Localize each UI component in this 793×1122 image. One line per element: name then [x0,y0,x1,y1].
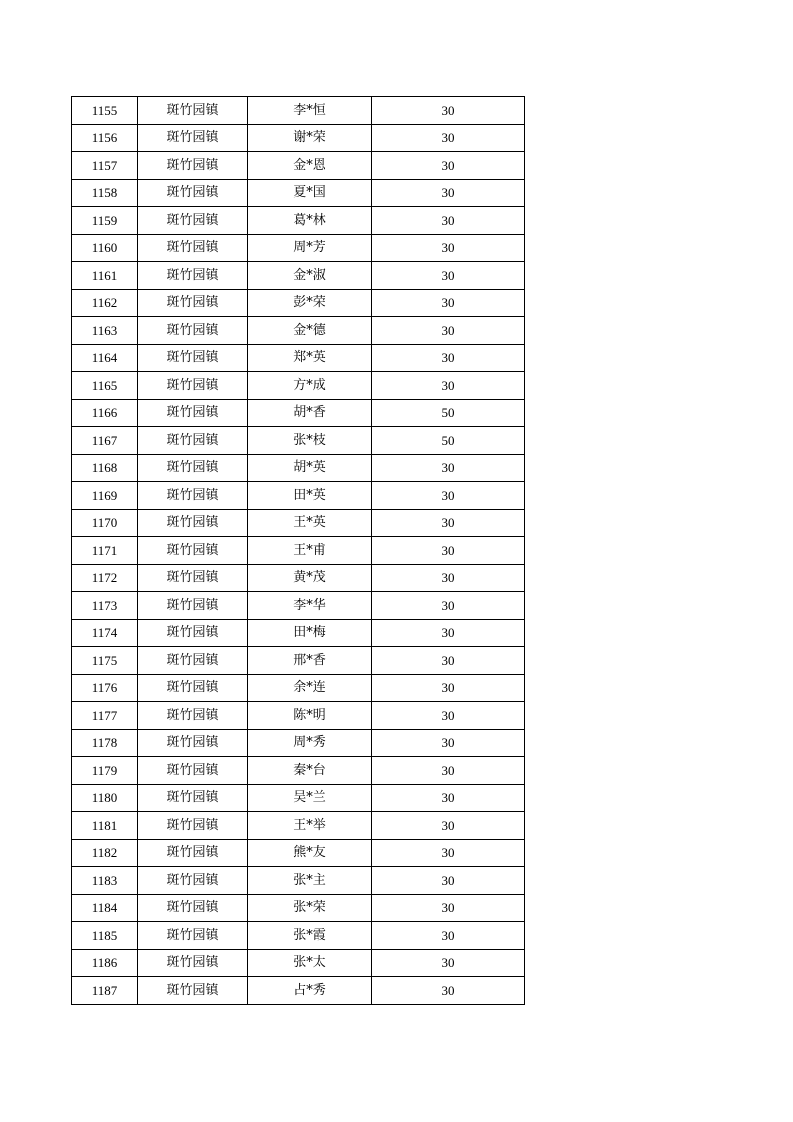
amount-cell: 30 [372,949,525,977]
town-cell: 斑竹园镇 [138,124,248,152]
amount-cell: 30 [372,619,525,647]
town-cell: 斑竹园镇 [138,729,248,757]
person-name-cell: 金*恩 [248,152,372,180]
serial-number-cell: 1177 [72,702,138,730]
table-row [72,867,525,895]
serial-number-cell: 1187 [72,977,138,1005]
person-name-cell: 金*德 [248,317,372,345]
amount-cell: 30 [372,234,525,262]
person-name-cell: 张*枝 [248,427,372,455]
serial-number-cell: 1174 [72,619,138,647]
town-cell: 斑竹园镇 [138,454,248,482]
table-row [72,179,525,207]
amount-cell: 30 [372,702,525,730]
serial-number-cell: 1165 [72,372,138,400]
serial-number-cell: 1181 [72,812,138,840]
person-name-cell: 周*芳 [248,234,372,262]
town-cell: 斑竹园镇 [138,564,248,592]
town-cell: 斑竹园镇 [138,702,248,730]
person-name-cell: 李*恒 [248,97,372,125]
town-cell: 斑竹园镇 [138,427,248,455]
amount-cell: 30 [372,124,525,152]
town-cell: 斑竹园镇 [138,977,248,1005]
table-row [72,97,525,125]
table-row [72,784,525,812]
amount-cell: 30 [372,289,525,317]
serial-number-cell: 1163 [72,317,138,345]
table-row [72,152,525,180]
serial-number-cell: 1180 [72,784,138,812]
table-row [72,234,525,262]
town-cell: 斑竹园镇 [138,784,248,812]
table-row [72,592,525,620]
town-cell: 斑竹园镇 [138,372,248,400]
serial-number-cell: 1162 [72,289,138,317]
serial-number-cell: 1176 [72,674,138,702]
amount-cell: 50 [372,399,525,427]
amount-cell: 30 [372,317,525,345]
town-cell: 斑竹园镇 [138,922,248,950]
table-row [72,427,525,455]
town-cell: 斑竹园镇 [138,317,248,345]
person-name-cell: 张*主 [248,867,372,895]
town-cell: 斑竹园镇 [138,867,248,895]
serial-number-cell: 1171 [72,537,138,565]
table-row [72,482,525,510]
amount-cell: 30 [372,97,525,125]
amount-cell: 30 [372,647,525,675]
person-name-cell: 胡*香 [248,399,372,427]
table-row [72,894,525,922]
town-cell: 斑竹园镇 [138,262,248,290]
town-cell: 斑竹园镇 [138,482,248,510]
amount-cell: 30 [372,537,525,565]
roster-table [71,96,525,1005]
table-row [72,289,525,317]
town-cell: 斑竹园镇 [138,674,248,702]
person-name-cell: 方*成 [248,372,372,400]
table-row [72,317,525,345]
table-row [72,619,525,647]
table-row [72,454,525,482]
serial-number-cell: 1168 [72,454,138,482]
table-row [72,564,525,592]
serial-number-cell: 1158 [72,179,138,207]
table-row [72,839,525,867]
town-cell: 斑竹园镇 [138,839,248,867]
town-cell: 斑竹园镇 [138,812,248,840]
table-row [72,757,525,785]
table-row [72,647,525,675]
table-row [72,702,525,730]
person-name-cell: 王*举 [248,812,372,840]
town-cell: 斑竹园镇 [138,592,248,620]
serial-number-cell: 1184 [72,894,138,922]
table-row [72,124,525,152]
serial-number-cell: 1178 [72,729,138,757]
person-name-cell: 张*荣 [248,894,372,922]
amount-cell: 30 [372,894,525,922]
town-cell: 斑竹园镇 [138,152,248,180]
person-name-cell: 李*华 [248,592,372,620]
person-name-cell: 周*秀 [248,729,372,757]
table-row [72,207,525,235]
table-row [72,509,525,537]
person-name-cell: 胡*英 [248,454,372,482]
town-cell: 斑竹园镇 [138,289,248,317]
serial-number-cell: 1179 [72,757,138,785]
amount-cell: 30 [372,262,525,290]
person-name-cell: 邢*香 [248,647,372,675]
amount-cell: 30 [372,729,525,757]
amount-cell: 30 [372,867,525,895]
serial-number-cell: 1172 [72,564,138,592]
town-cell: 斑竹园镇 [138,537,248,565]
serial-number-cell: 1155 [72,97,138,125]
town-cell: 斑竹园镇 [138,647,248,675]
person-name-cell: 田*英 [248,482,372,510]
town-cell: 斑竹园镇 [138,179,248,207]
person-name-cell: 谢*荣 [248,124,372,152]
town-cell: 斑竹园镇 [138,894,248,922]
person-name-cell: 葛*林 [248,207,372,235]
serial-number-cell: 1175 [72,647,138,675]
table-row [72,262,525,290]
amount-cell: 30 [372,454,525,482]
amount-cell: 30 [372,592,525,620]
serial-number-cell: 1169 [72,482,138,510]
amount-cell: 30 [372,482,525,510]
table-row [72,344,525,372]
town-cell: 斑竹园镇 [138,344,248,372]
amount-cell: 30 [372,509,525,537]
table-row [72,399,525,427]
serial-number-cell: 1183 [72,867,138,895]
person-name-cell: 占*秀 [248,977,372,1005]
person-name-cell: 黄*茂 [248,564,372,592]
amount-cell: 30 [372,344,525,372]
person-name-cell: 夏*国 [248,179,372,207]
town-cell: 斑竹园镇 [138,757,248,785]
table-row [72,922,525,950]
serial-number-cell: 1160 [72,234,138,262]
town-cell: 斑竹园镇 [138,97,248,125]
amount-cell: 30 [372,977,525,1005]
person-name-cell: 彭*荣 [248,289,372,317]
table-row [72,949,525,977]
town-cell: 斑竹园镇 [138,619,248,647]
amount-cell: 30 [372,922,525,950]
serial-number-cell: 1170 [72,509,138,537]
serial-number-cell: 1185 [72,922,138,950]
serial-number-cell: 1186 [72,949,138,977]
person-name-cell: 余*连 [248,674,372,702]
town-cell: 斑竹园镇 [138,949,248,977]
person-name-cell: 吴*兰 [248,784,372,812]
town-cell: 斑竹园镇 [138,509,248,537]
serial-number-cell: 1161 [72,262,138,290]
amount-cell: 30 [372,839,525,867]
person-name-cell: 田*梅 [248,619,372,647]
person-name-cell: 王*英 [248,509,372,537]
serial-number-cell: 1156 [72,124,138,152]
table-row [72,977,525,1005]
table-row [72,372,525,400]
amount-cell: 30 [372,207,525,235]
amount-cell: 50 [372,427,525,455]
town-cell: 斑竹园镇 [138,207,248,235]
amount-cell: 30 [372,179,525,207]
table-row [72,729,525,757]
amount-cell: 30 [372,152,525,180]
serial-number-cell: 1173 [72,592,138,620]
serial-number-cell: 1166 [72,399,138,427]
person-name-cell: 秦*台 [248,757,372,785]
person-name-cell: 金*淑 [248,262,372,290]
town-cell: 斑竹园镇 [138,234,248,262]
serial-number-cell: 1167 [72,427,138,455]
person-name-cell: 张*霞 [248,922,372,950]
person-name-cell: 王*甫 [248,537,372,565]
table-row [72,812,525,840]
serial-number-cell: 1157 [72,152,138,180]
serial-number-cell: 1159 [72,207,138,235]
amount-cell: 30 [372,372,525,400]
amount-cell: 30 [372,757,525,785]
amount-cell: 30 [372,674,525,702]
town-cell: 斑竹园镇 [138,399,248,427]
serial-number-cell: 1164 [72,344,138,372]
person-name-cell: 熊*友 [248,839,372,867]
person-name-cell: 郑*英 [248,344,372,372]
amount-cell: 30 [372,784,525,812]
amount-cell: 30 [372,812,525,840]
table-row [72,674,525,702]
table-row [72,537,525,565]
amount-cell: 30 [372,564,525,592]
roster-table-body [72,97,525,1005]
person-name-cell: 陈*明 [248,702,372,730]
person-name-cell: 张*太 [248,949,372,977]
serial-number-cell: 1182 [72,839,138,867]
